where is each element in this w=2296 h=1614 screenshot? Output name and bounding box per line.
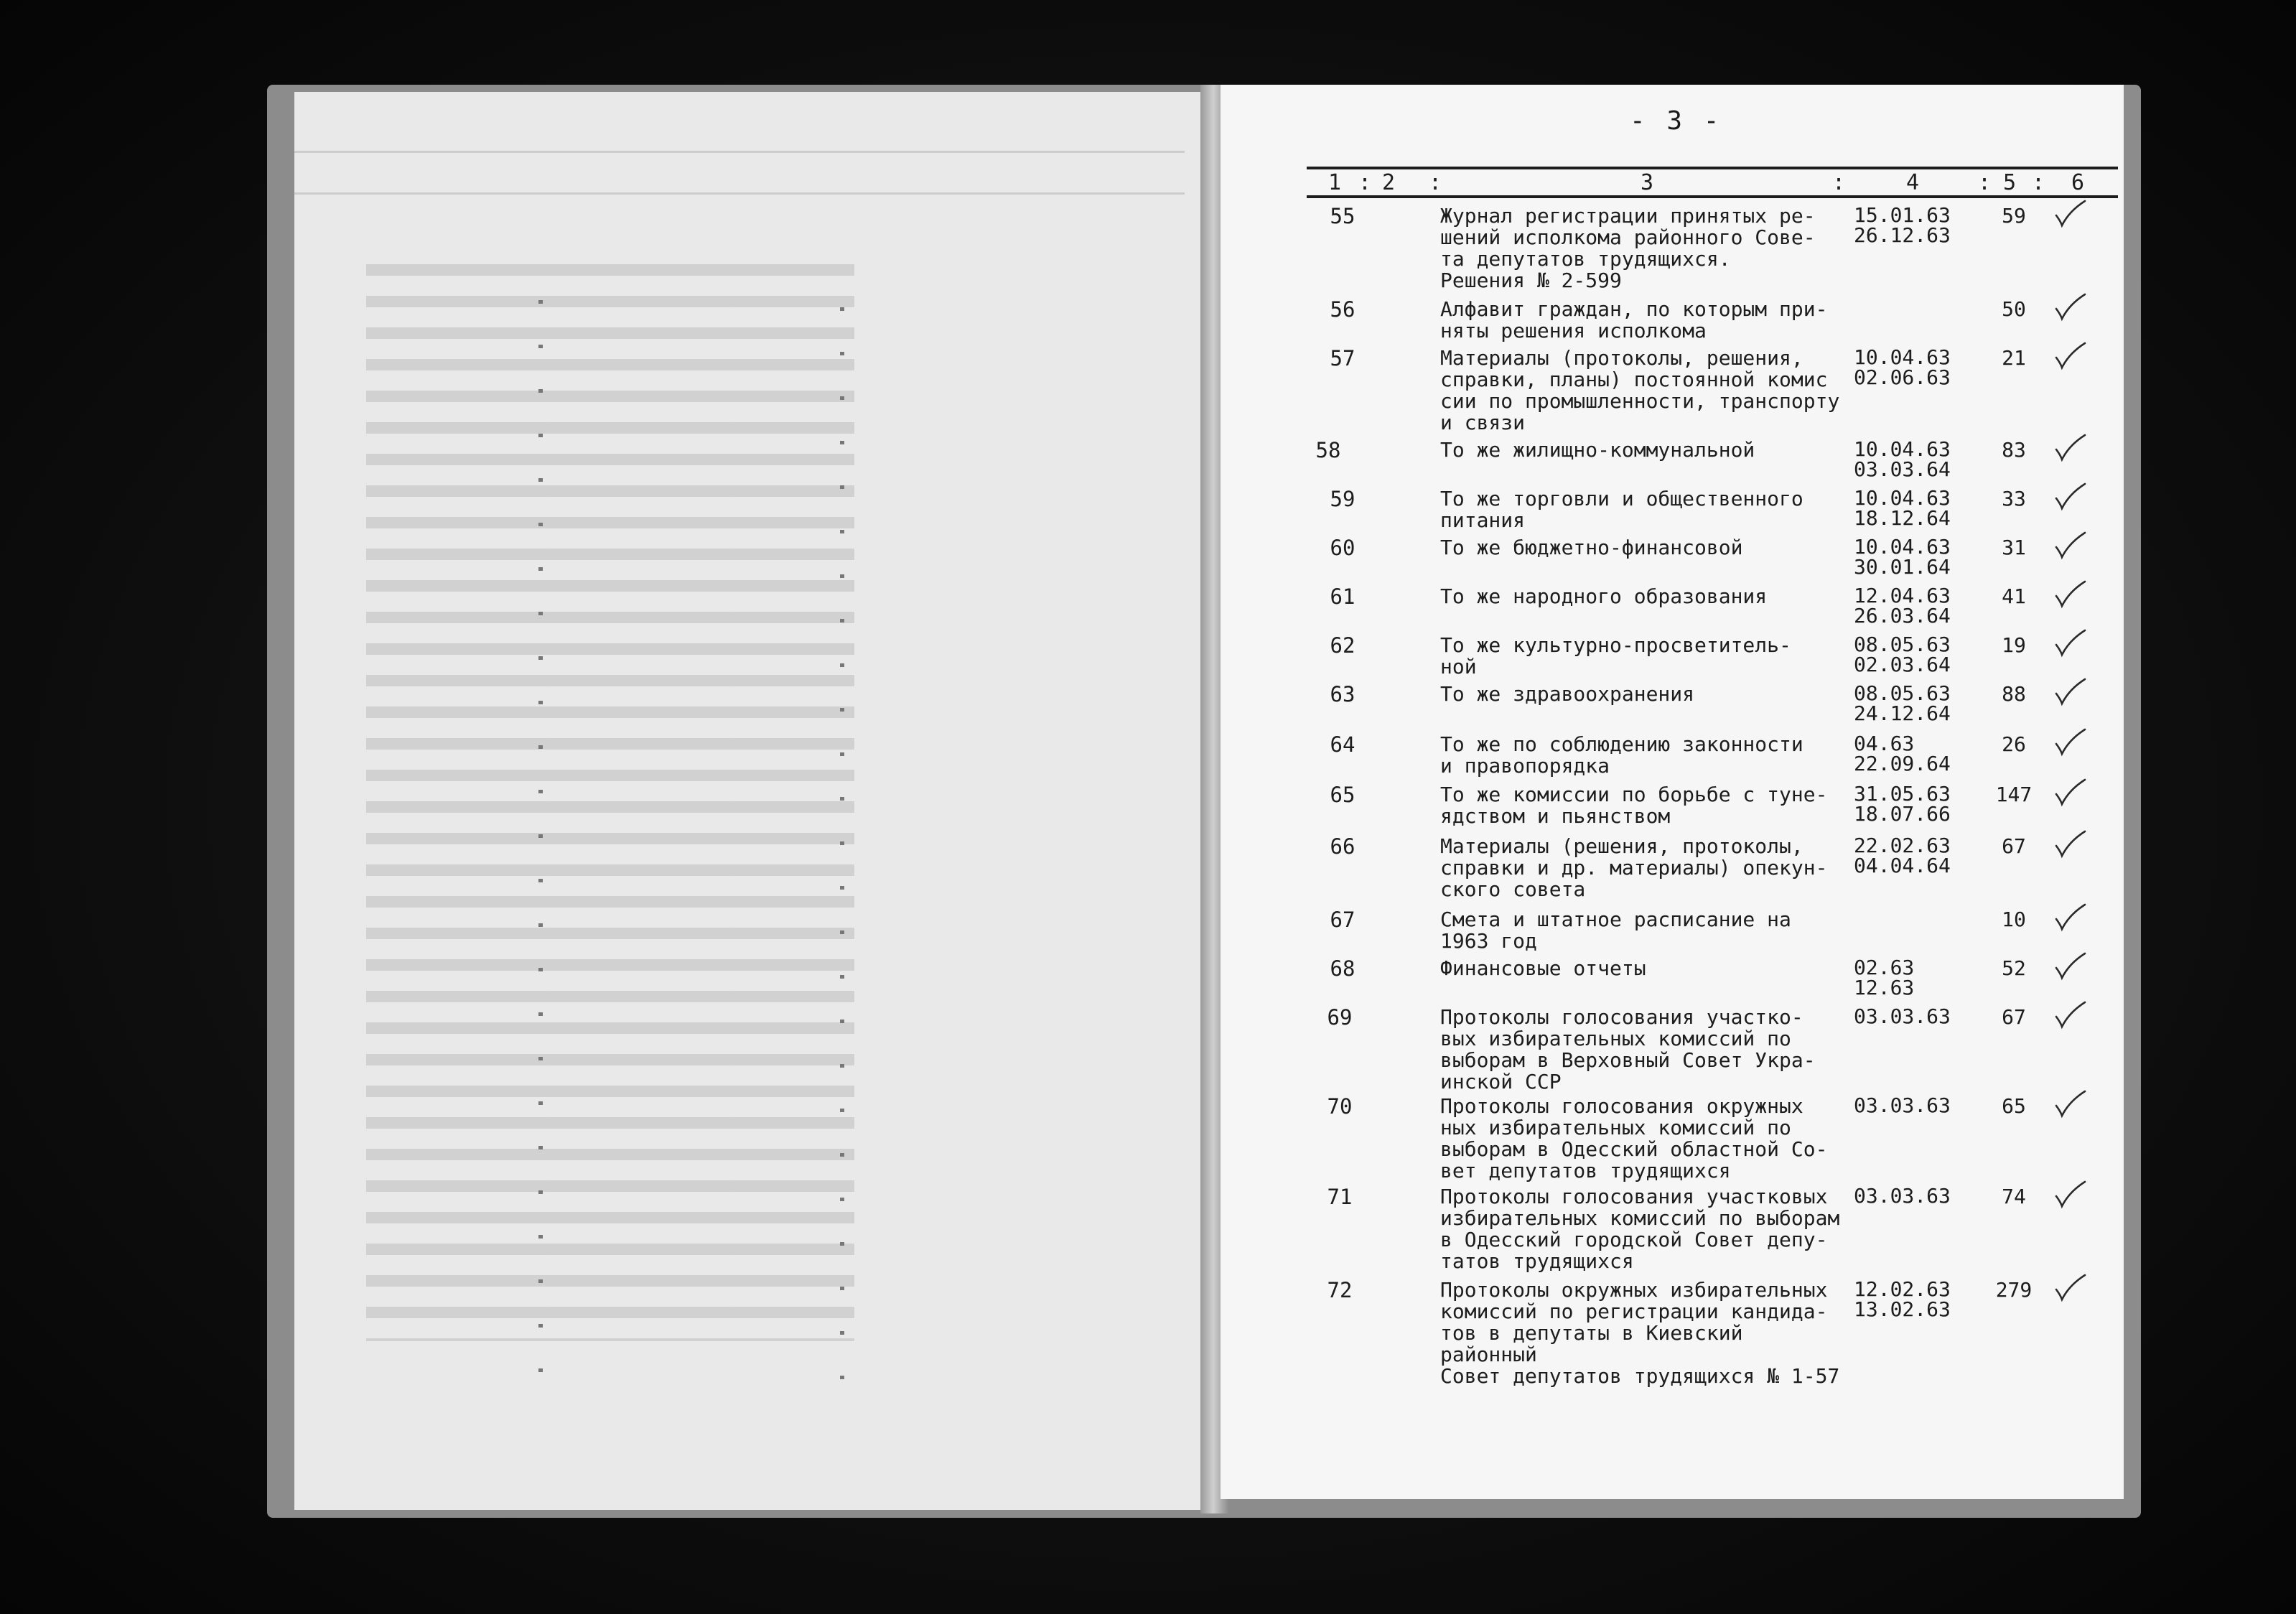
item-number: 66 <box>1330 834 1355 859</box>
item-title: Протоколы голосования окружных ных избирательных комиссий по выборам в Одесский областной Со- вет депутатов трудящихся <box>1440 1094 1828 1182</box>
left-page <box>294 92 1213 1510</box>
checkmark-icon <box>2053 293 2086 322</box>
item-number: 65 <box>1330 783 1355 807</box>
item-title: Протоколы окружных избирательных комиссий по регистрации кандида- тов в депутаты в Киевский районный Совет депутатов трудящихся № 1-57 <box>1440 1278 1840 1388</box>
item-title: То же народного образования <box>1440 584 1768 608</box>
item-number: 56 <box>1330 297 1355 322</box>
item-sheet-count: 67 <box>2002 834 2026 858</box>
item-dates: 08.05.63 02.03.64 <box>1854 633 1951 676</box>
dotted-column <box>840 307 844 1399</box>
checkmark-icon <box>2053 482 2086 511</box>
checkmark-icon <box>2053 580 2086 609</box>
page-number: - 3 - <box>1630 106 1722 136</box>
item-dates: 03.03.63 <box>1854 1004 1951 1028</box>
item-sheet-count: 88 <box>2002 682 2026 706</box>
item-dates: 10.04.63 30.01.64 <box>1854 535 1951 579</box>
item-title: То же по соблюдению законности и правопорядка <box>1440 732 1803 778</box>
item-number: 62 <box>1330 633 1355 658</box>
item-title: Смета и штатное расписание на 1963 год <box>1440 908 1791 953</box>
item-dates: 22.02.63 04.04.64 <box>1854 834 1951 877</box>
header-rule-bottom <box>1307 195 2118 198</box>
header-sep: : <box>2032 170 2045 195</box>
item-sheet-count: 21 <box>2002 346 2026 370</box>
header-col-2: 2 <box>1382 170 1396 195</box>
item-number: 61 <box>1330 584 1355 609</box>
header-sep: : <box>1429 170 1442 195</box>
item-sheet-count: 31 <box>2002 536 2026 559</box>
item-dates: 12.04.63 26.03.64 <box>1854 584 1951 628</box>
ghost-rule <box>294 151 1185 153</box>
item-number: 70 <box>1327 1094 1353 1119</box>
header-col-3: 3 <box>1641 170 1654 195</box>
item-sheet-count: 279 <box>1995 1278 2033 1302</box>
item-title: То же здравоохранения <box>1440 682 1695 706</box>
header-sep: : <box>1978 170 1992 195</box>
item-dates: 10.04.63 18.12.64 <box>1854 486 1951 530</box>
item-number: 68 <box>1330 956 1355 981</box>
item-dates: 12.02.63 13.02.63 <box>1854 1277 1951 1321</box>
checkmark-icon <box>2053 342 2086 370</box>
item-dates: 15.01.63 26.12.63 <box>1854 203 1951 247</box>
item-number: 71 <box>1327 1185 1353 1209</box>
item-number: 63 <box>1330 682 1355 706</box>
checkmark-icon <box>2053 1180 2086 1209</box>
item-dates: 08.05.63 24.12.64 <box>1854 681 1951 725</box>
checkmark-icon <box>2053 1001 2086 1030</box>
item-title: То же торговли и общественного питания <box>1440 487 1803 532</box>
item-number: 55 <box>1330 204 1355 228</box>
bleed-through-text <box>294 207 1185 1284</box>
item-dates: 03.03.63 <box>1854 1184 1951 1208</box>
checkmark-icon <box>2053 434 2086 462</box>
item-dates: 10.04.63 03.03.64 <box>1854 437 1951 481</box>
item-sheet-count: 41 <box>2002 584 2026 608</box>
item-number: 67 <box>1330 908 1355 932</box>
item-dates: 03.03.63 <box>1854 1093 1951 1117</box>
checkmark-icon <box>2053 531 2086 560</box>
item-number: 59 <box>1330 487 1355 511</box>
checkmark-icon <box>2053 1274 2086 1302</box>
item-title: Протоколы голосования участковых избирательных комиссий по выборам в Одесский городской Совет депу- татов трудящихся <box>1440 1185 1840 1273</box>
item-title: Журнал регистрации принятых ре- шений исполкома районного Сове- та депутатов трудящихся. Решения № 2-599 <box>1440 204 1816 292</box>
item-sheet-count: 74 <box>2002 1185 2026 1208</box>
checkmark-icon <box>2053 728 2086 757</box>
item-sheet-count: 67 <box>2002 1005 2026 1029</box>
checkmark-icon <box>2053 830 2086 859</box>
checkmark-icon <box>2053 1090 2086 1119</box>
item-dates: 10.04.63 02.06.63 <box>1854 345 1951 389</box>
header-sep: : <box>1832 170 1846 195</box>
header-sep: : <box>1358 170 1372 195</box>
checkmark-icon <box>2053 903 2086 932</box>
item-sheet-count: 33 <box>2002 487 2026 510</box>
item-number: 64 <box>1330 732 1355 757</box>
item-sheet-count: 147 <box>1995 783 2033 806</box>
dotted-column <box>538 300 543 1391</box>
item-title: Материалы (решения, протоколы, справки и др. материалы) опекун- ского совета <box>1440 834 1828 901</box>
item-sheet-count: 59 <box>2002 204 2026 228</box>
item-title: То же культурно-просветитель- ной <box>1440 633 1791 678</box>
item-sheet-count: 26 <box>2002 732 2026 756</box>
checkmark-icon <box>2053 778 2086 807</box>
item-dates: 02.63 12.63 <box>1854 956 1915 999</box>
item-title: То же жилищно-коммунальной <box>1440 438 1755 462</box>
item-title: То же комиссии по борьбе с туне- ядством и пьянством <box>1440 783 1828 828</box>
item-number: 58 <box>1315 438 1341 462</box>
item-sheet-count: 83 <box>2002 438 2026 462</box>
item-number: 60 <box>1330 536 1355 560</box>
checkmark-icon <box>2053 200 2086 228</box>
item-sheet-count: 52 <box>2002 956 2026 980</box>
header-rule-top <box>1307 167 2118 169</box>
item-title: Протоколы голосования участко- вых избирательных комиссий по выборам в Верховный Совет Укра- инской ССР <box>1440 1005 1816 1093</box>
header-col-1: 1 <box>1328 170 1342 195</box>
item-title: Алфавит граждан, по которым при- няты решения исполкома <box>1440 297 1828 342</box>
item-number: 72 <box>1327 1278 1353 1302</box>
item-title: То же бюджетно-финансовой <box>1440 536 1743 559</box>
item-sheet-count: 10 <box>2002 908 2026 931</box>
item-sheet-count: 50 <box>2002 297 2026 321</box>
item-dates: 04.63 22.09.64 <box>1854 732 1951 775</box>
ghost-rule <box>294 192 1185 195</box>
header-col-4: 4 <box>1906 170 1920 195</box>
checkmark-icon <box>2053 629 2086 658</box>
checkmark-icon <box>2053 678 2086 706</box>
checkmark-icon <box>2053 952 2086 981</box>
header-col-6: 6 <box>2071 170 2085 195</box>
item-number: 69 <box>1327 1005 1353 1030</box>
item-dates: 31.05.63 18.07.66 <box>1854 782 1951 826</box>
item-number: 57 <box>1330 346 1355 370</box>
item-title: Материалы (протоколы, решения, справки, планы) постоянной комис сии по промышленности, транспорту и связи <box>1440 346 1840 434</box>
header-col-5: 5 <box>2003 170 2017 195</box>
item-title: Финансовые отчеты <box>1440 956 1646 980</box>
item-sheet-count: 65 <box>2002 1094 2026 1118</box>
item-sheet-count: 19 <box>2002 633 2026 657</box>
